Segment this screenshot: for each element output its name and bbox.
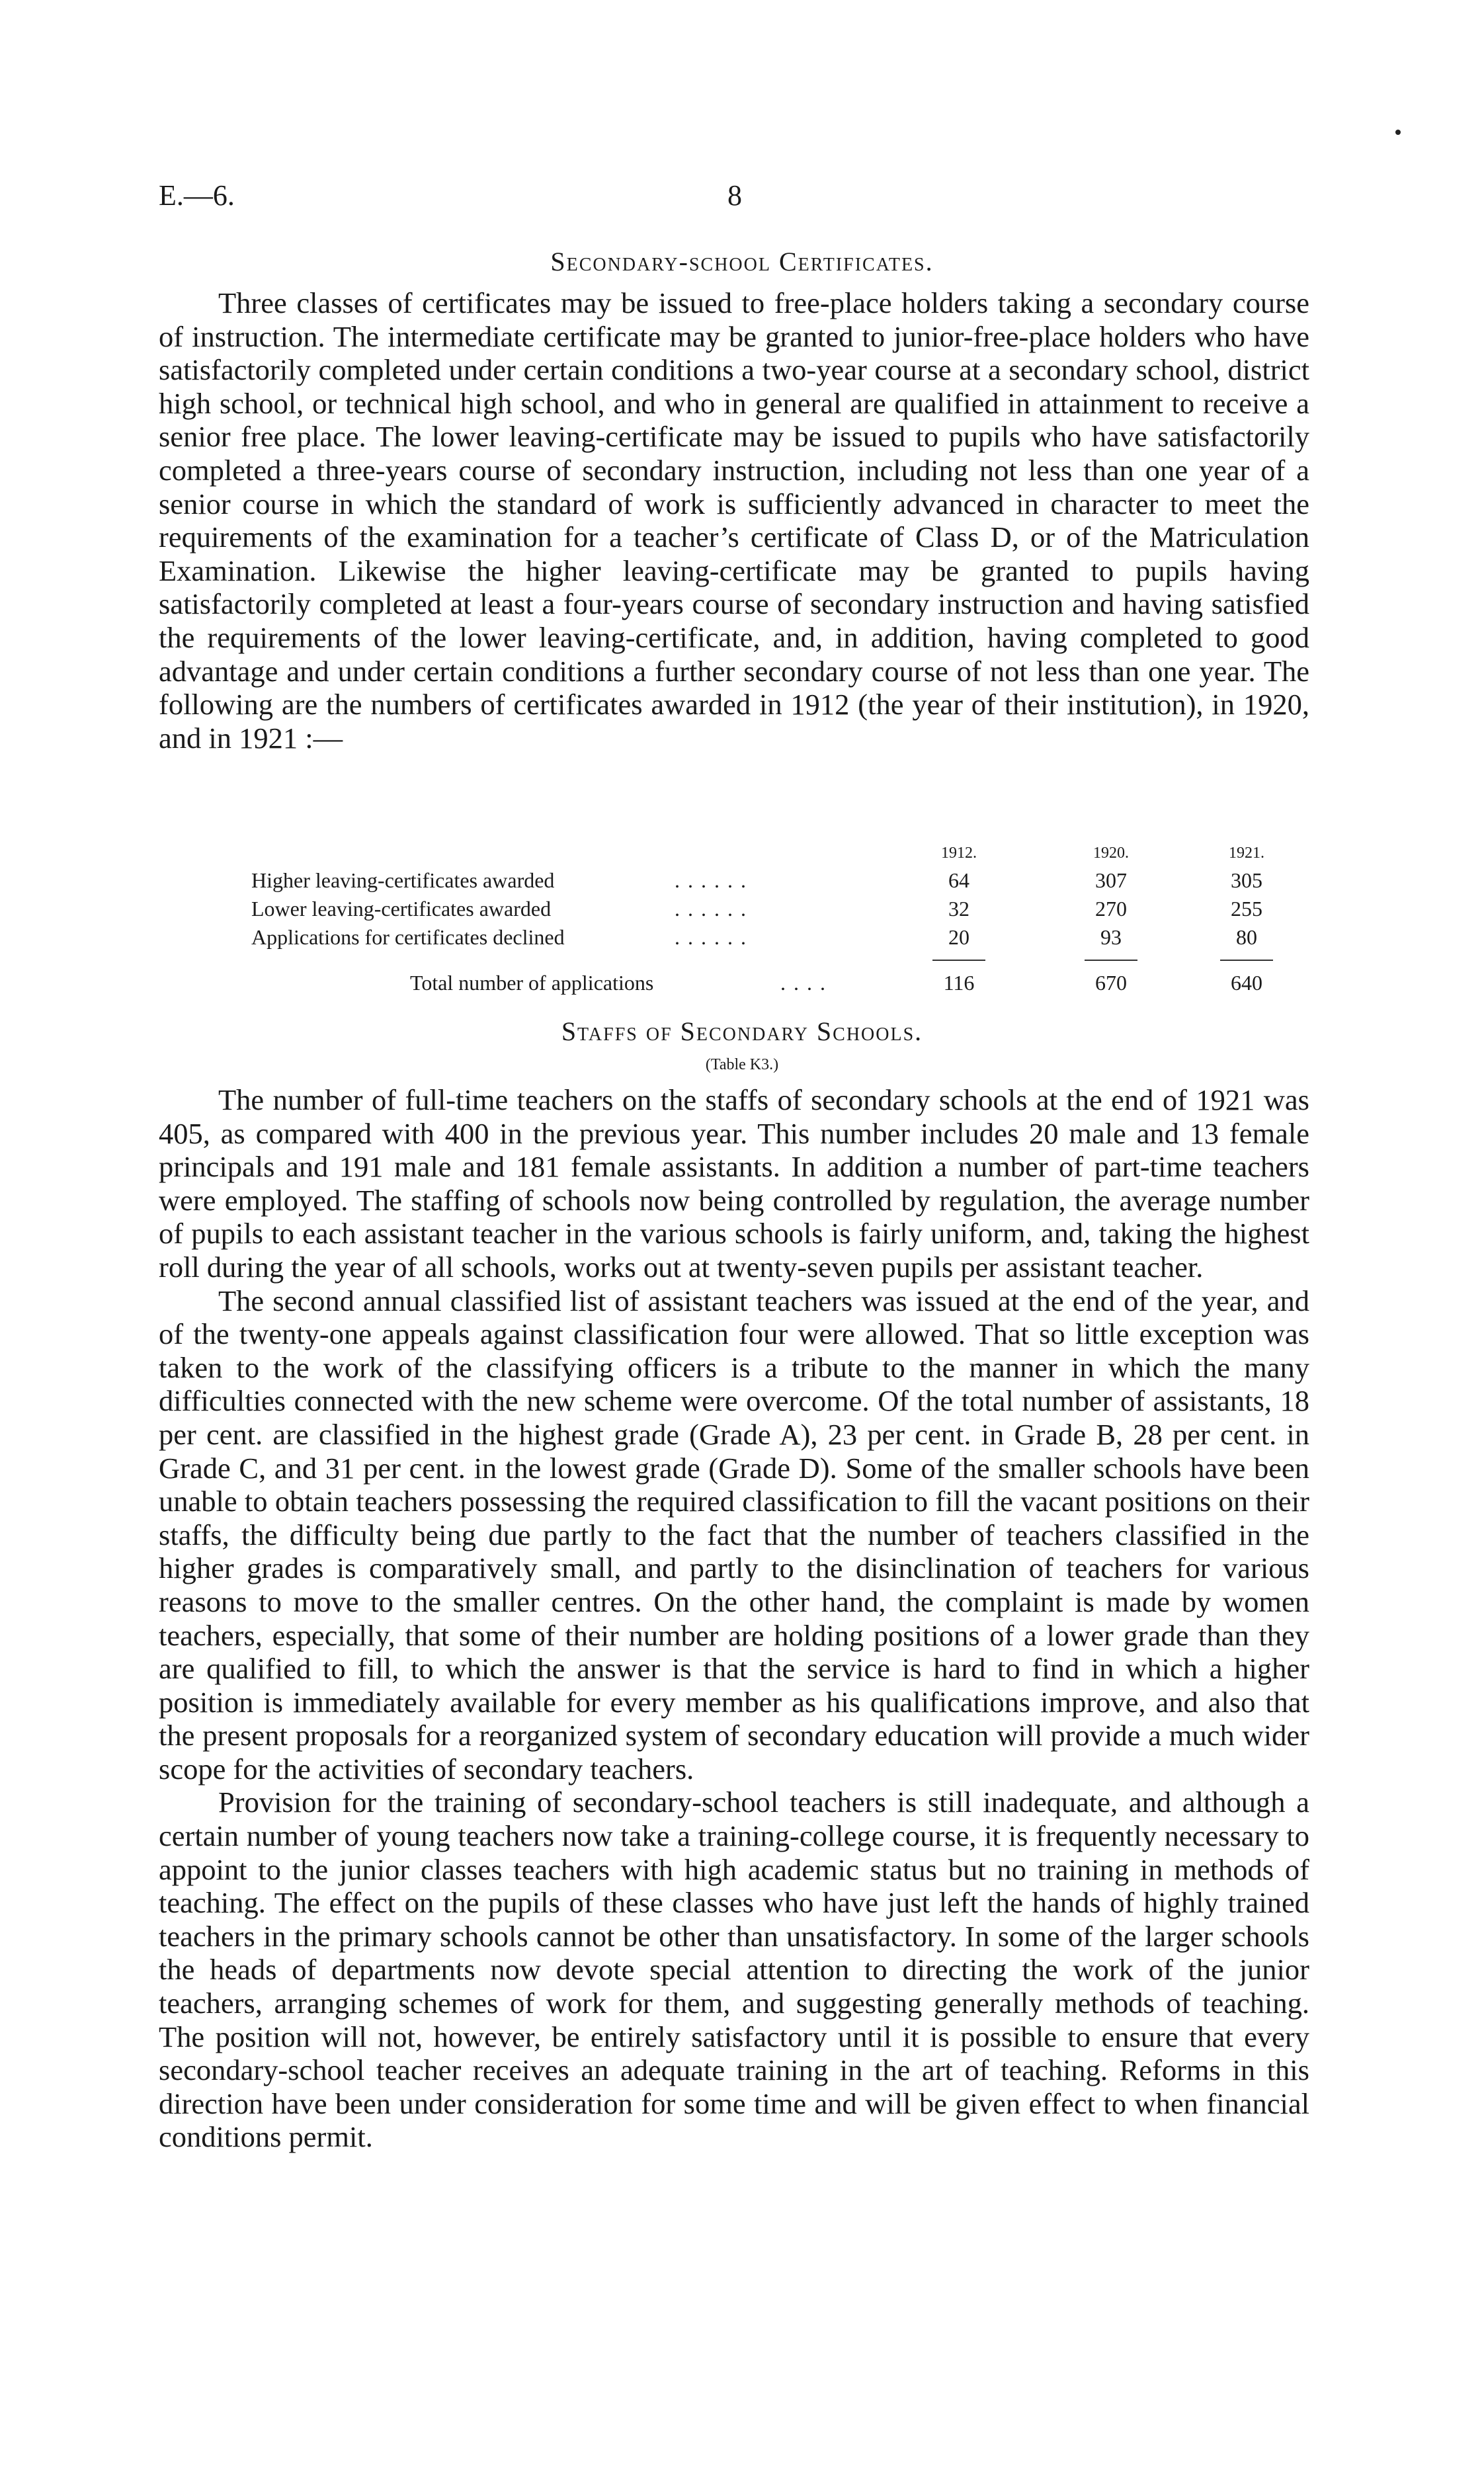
certificates-table: [251, 840, 1264, 997]
staffs-body: [159, 1083, 1309, 2154]
cell-value: 270: [1095, 897, 1127, 921]
sum-rule: [1220, 960, 1273, 961]
paragraph: Three classes of certificates may be issued to free-place holders taking a secondary course of instruction. The intermediate certificate may be granted to junior-free-place holders who have satisfactorily completed under certain conditions a two-year course at a secondary school, district high school, or technical high school, and who in general are qualified in attainment to receive a senior free place. The lower leaving-certificate may be issued to pupils who have satisfactorily completed a three-years course of secondary instruction, including not less than one year of a senior course in which the standard of work is sufficiently advanced in character to meet the requirements of the examination for a teacher’s certificate of Class D, or of the Matriculation Examination. Likewise the higher leaving-certificate may be granted to pupils having satisfactorily completed at least a four-years course of secondary instruction and having satisfied the requirements of the lower leaving-certificate, and, in addition, having completed to good advantage and under certain conditions a further secondary course of not less than one year. The following are the numbers of certificates awarded in 1912 (the year of their institution), in 1920, and in 1921 :—: [159, 286, 1309, 755]
page-header: [159, 179, 1309, 218]
paragraph: The number of full-time teachers on the staffs of secondary schools at the end of 1921 was 405, as compared with 400 in the previous year. This number includes 20 male and 13 female principals and 191 male and 181 female assistants. In addition a number of part-time teachers were employed. The staffing of schools now being controlled by regulation, the average number of pupils to each assistant teacher in the various schools is fairly uniform, and, taking the highest roll during the year of all schools, works out at twenty-seven pupils per assistant teacher.: [159, 1083, 1309, 1284]
dot-leader: . . . . . .: [675, 897, 747, 921]
cell-value: 32: [948, 897, 969, 921]
cell-value: 80: [1236, 925, 1257, 949]
ink-speck: [1395, 130, 1401, 135]
sum-rule-row: [251, 952, 1217, 969]
certificates-body: [159, 286, 1309, 755]
row-label: Applications for certificates declined: [251, 925, 565, 949]
paragraph: Provision for the training of secondary-school teachers is still inadequate, and although a certain number of young teachers now take a training-college course, it is frequently necessary to appoint to the junior classes teachers with high academic status but no training in methods of teaching. The effect on the pupils of these classes who have just left the hands of highly trained teachers in the primary schools cannot be other than unsatisfactory. In some of the larger schools the heads of departments now devote special attention to directing the work of the junior teachers, arranging schemes of work for them, and suggesting generally methods of teaching. The position will not, however, be entirely satisfactory until it is possible to ensure that every secondary-school teacher receives an adequate training in the art of teaching. Reforms in this direction have been under consideration for some time and will be given effect to when financial conditions permit.: [159, 1786, 1309, 2154]
cell-value: 64: [948, 868, 969, 892]
sum-rule: [932, 960, 985, 961]
section-heading-certificates: Secondary-school Certificates.: [550, 247, 934, 276]
cell-value: 20: [948, 925, 969, 949]
table-reference: (Table K3.): [705, 1056, 779, 1073]
page-number: 8: [727, 179, 742, 212]
dot-leader: . . . .: [780, 971, 827, 995]
sum-rule: [1085, 960, 1137, 961]
cell-value: 305: [1231, 868, 1262, 892]
dot-leader: . . . . . .: [675, 868, 747, 892]
total-value: 116: [943, 971, 975, 995]
total-label: Total number of applications: [410, 971, 654, 995]
column-header-year: 1912.: [941, 844, 977, 862]
column-header-year: 1921.: [1229, 844, 1264, 862]
row-label: Lower leaving-certificates awarded: [251, 897, 552, 921]
total-value: 640: [1231, 971, 1262, 995]
section-heading-staffs: Staffs of Secondary Schools.: [561, 1016, 923, 1046]
report-reference: E.—6.: [159, 179, 235, 212]
table-header-row: [251, 840, 1264, 866]
cell-value: 307: [1095, 868, 1127, 892]
table-row: [251, 866, 1262, 895]
total-value: 670: [1095, 971, 1127, 995]
cell-value: 93: [1100, 925, 1122, 949]
cell-value: 255: [1231, 897, 1262, 921]
table-row: [251, 923, 1257, 952]
column-header-year: 1920.: [1093, 844, 1129, 862]
table-row: [251, 895, 1262, 923]
paragraph: The second annual classified list of assistant teachers was issued at the end of the year, and of the twenty-one appeals against classification four were allowed. That so little exception was taken to the work of the classifying officers is a tribute to the manner in which the many difficulties connected with the new scheme were overcome. Of the total number of assistants, 18 per cent. are classified in the highest grade (Grade A), 23 per cent. in Grade B, 28 per cent. in Grade C, and 31 per cent. in the lowest grade (Grade D). Some of the smaller schools have been unable to obtain teachers possessing the required classification to fill the vacant positions on their staffs, the difficulty being due partly to the fact that the number of teachers classified in the higher grades is comparatively small, and partly to the disinclination of teachers for various reasons to move to the smaller centres. On the other hand, the complaint is made by women teachers, especially, that some of their number are holding positions of a lower grade than they are qualified to fill, to which the answer is that the service is hard to find in which a higher position is immediately available for every member as his qualifications improve, and also that the present proposals for a reorganized system of secondary education will provide a much wider scope for the activities of secondary teachers.: [159, 1284, 1309, 1786]
table-total-row: [251, 969, 1262, 997]
dot-leader: . . . . . .: [675, 925, 747, 949]
row-label: Higher leaving-certificates awarded: [251, 868, 555, 892]
